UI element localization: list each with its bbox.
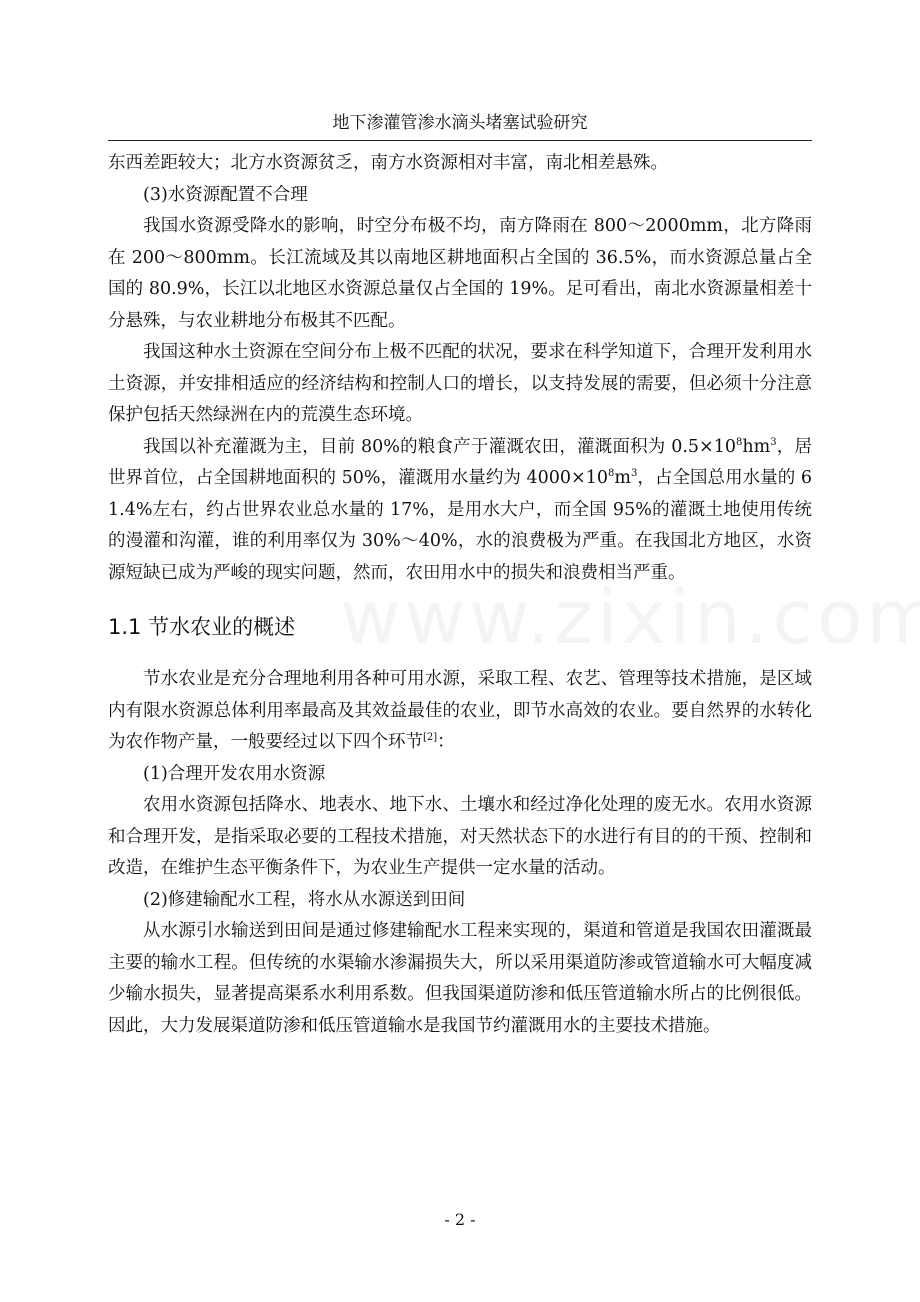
text-run: hm <box>742 436 771 457</box>
text-run: 我国以补充灌溉为主，目前 80%的粮食产于灌溉农田，灌溉面积为 0.5×10 <box>143 436 736 457</box>
list-item-2: (2)修建输配水工程，将水从水源送到田间 <box>143 889 466 910</box>
paragraph-continuation: 东西差距较大；北方水资源贫乏，南方水资源相对丰富，南北相差悬殊。 <box>108 153 668 173</box>
superscript: 8 <box>607 468 615 479</box>
list-item-1: (1)合理开发农用水资源 <box>143 763 326 784</box>
text-run: m <box>614 468 631 488</box>
text-run: ，占全国总用水量的 61.4%左右，约占世界农业总水量的 17%，是用水大户，而全国 95%的灌溉土地使用传统的漫灌和沟灌，谁的利用率仅为 30%～40%，水的浪费极为严重。在我国北方地区，水资源短缺已成为严峻的现实问题，然而，农田用水中的损失和浪费相当严重。 <box>108 468 812 583</box>
superscript: 3 <box>770 436 777 448</box>
text-run: 节水农业是充分合理地利用各种可用水源，采取工程、农艺、管理等技术措施，是区域内有限水资源总体利用率最高及其效益最佳的农业，即节水高效的农业。要自然界的水转化为农作物产量，一般要经过以下四个环节 <box>108 669 812 752</box>
list-item-3: (3)水资源配置不合理 <box>143 184 308 205</box>
paragraph-intro <box>108 664 812 759</box>
paragraph: 我国水资源受降水的影响，时空分布极不均，南方降雨在 800～2000mm，北方降雨在 200～800mm。长江流域及其以南地区耕地面积占全国的 36.5%，而水资源总量占全国的 80.9%，长江以北地区水资源总量仅占全国的 19%。足可看出，南北水资源量相差十分悬殊，与农业耕地分布极其不匹配。 <box>108 216 812 331</box>
text-run: ： <box>437 732 455 752</box>
page-number: - 2 - <box>444 1210 476 1229</box>
paragraph: 农用水资源包括降水、地表水、地下水、土壤水和经过净化处理的废无水。农用水资源和合理开发，是指采取必要的工程技术措施，对天然状态下的水进行有目的的干预、控制和改造，在维护生态平衡条件下，为农业生产提供一定水量的活动。 <box>108 795 812 878</box>
text-run: ，居世界首位，占全国耕地面积的 50%，灌溉用水量约为 4000×10 <box>108 436 812 488</box>
paragraph-irrigation <box>108 432 812 590</box>
paragraph: 我国这种水土资源在空间分布上极不匹配的状况，要求在科学知道下，合理开发利用水土资源，并安排相适应的经济结构和控制人口的增长，以支持发展的需要，但必须十分注意保护包括天然绿洲在内的荒漠生态环境。 <box>108 342 812 425</box>
section-heading: 1.1 节水农业的概述 <box>108 615 296 639</box>
paragraph: 从水源引水输送到田间是通过修建输配水工程来实现的，渠道和管道是我国农田灌溉最主要的输水工程。但传统的水渠输水渗漏损失大，所以采用渠道防渗或管道输水可大幅度减少输水损失，显著提高渠系水利用系数。但我国渠道防渗和低压管道输水所占的比例很低。因此，大力发展渠道防渗和低压管道输水是我国节约灌溉用水的主要技术措施。 <box>108 921 812 1036</box>
citation-ref: [2] <box>423 732 438 743</box>
page-body <box>108 148 812 1042</box>
running-header-title: 地下渗灌管渗水滴头堵塞试验研究 <box>332 113 588 133</box>
header-divider <box>108 140 812 141</box>
superscript: 8 <box>735 436 743 448</box>
superscript: 3 <box>630 468 638 479</box>
